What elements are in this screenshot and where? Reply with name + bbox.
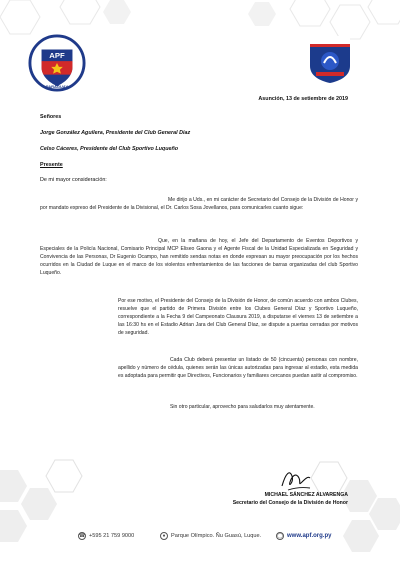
footer-phone xyxy=(78,532,134,540)
footer-address xyxy=(160,532,261,540)
addressee-sportivo-luqueno: Celso Cáceres, Presidente del Club Sportivo Luqueño xyxy=(40,146,179,152)
paragraph-attendee-list: Cada Club deberá presentar un listado de 50 (cincuenta) personas con nombre, apellido y número de cédula, quienes serán las únicas autorizadas para ingresar al estadio, esta medida es adoptada para permitir que Directivos, Funcionarios y familiares cercanos puedan asitir al compromiso. xyxy=(118,357,358,380)
salutation: Señores xyxy=(40,114,62,120)
signatory-title: Secretario del Consejo de la División de Honor xyxy=(232,500,348,506)
greeting: De mi mayor consideración: xyxy=(40,177,107,183)
apf-logo-text: APF xyxy=(49,51,65,61)
footer-phone-text: +595 21 759 9000 xyxy=(89,533,135,539)
footer-address-text: Parque Olímpico. Ñu Guasú, Luque. xyxy=(171,533,262,539)
phone-icon: ☎ xyxy=(79,533,86,539)
paragraph-intro: Me dirijo a Uds., en mi carácter de Secretario del Consejo de la División de Honor y por mandato expreso del Presidente de la Divisional, el Dr. Carlos Sosa Jovellanos, para comunicarles cuanto sigue: xyxy=(40,197,358,212)
paragraph-closed-doors-resolution: Por ese motivo, el Presidente del Consejo de la División de Honor, de común acuerdo con ambos Clubes, resuelve que el partido de Primera División entre los Clubes General Díaz y Sportivo Luqueño, correspondiente a la Fecha 9 del Campeonato Clausura 2019, a disputarse el viernes 13 de setiembre a las 16:30 hs en el Estadio Adrian Jara del Club General Díaz, se dispute a puertas cerradas por motivos de seguridad. xyxy=(118,298,358,337)
presente-line: Presente xyxy=(40,162,63,168)
globe-icon: ◯ xyxy=(277,533,283,539)
location-pin-icon: ● xyxy=(160,532,168,540)
copa-de-primera-logo xyxy=(306,33,354,85)
addressee-general-diaz: Jorge González Aguilera, Presidente del Club General Díaz xyxy=(40,130,191,136)
footer-website[interactable] xyxy=(276,532,331,540)
footer-website-link[interactable]: www.apf.org.py xyxy=(287,533,332,539)
apf-logo-subtext: PARAGUAY xyxy=(45,84,69,89)
letter-date: Asunción, 13 de setiembre de 2019 xyxy=(258,96,348,102)
paragraph-police-notice: Que, en la mañana de hoy, el Jefe del Departamento de Eventos Deportivos y Especiales de la Policía Nacional, Comisario Principal MCP Eliseo Gaona y el Agente Fiscal de la Unidad Especializada en Seguridad y Convivencia de las Personas, Dr Eugenio Ocampo, han remitido sendas notas en donde expresan su mayor preocupación por los hechos ocurridos en la Ciudad de Luque en el marco de los violentos enfrentamientos de las facciones de barras organizadas del club Sportivo Luqueño. xyxy=(40,238,358,277)
paragraph-closing: Sin otro particular, aprovecho para saludarlos muy atentamente. xyxy=(170,404,315,410)
signatory-name: MICHAEL SÁNCHEZ ALVARENGA xyxy=(264,492,348,498)
